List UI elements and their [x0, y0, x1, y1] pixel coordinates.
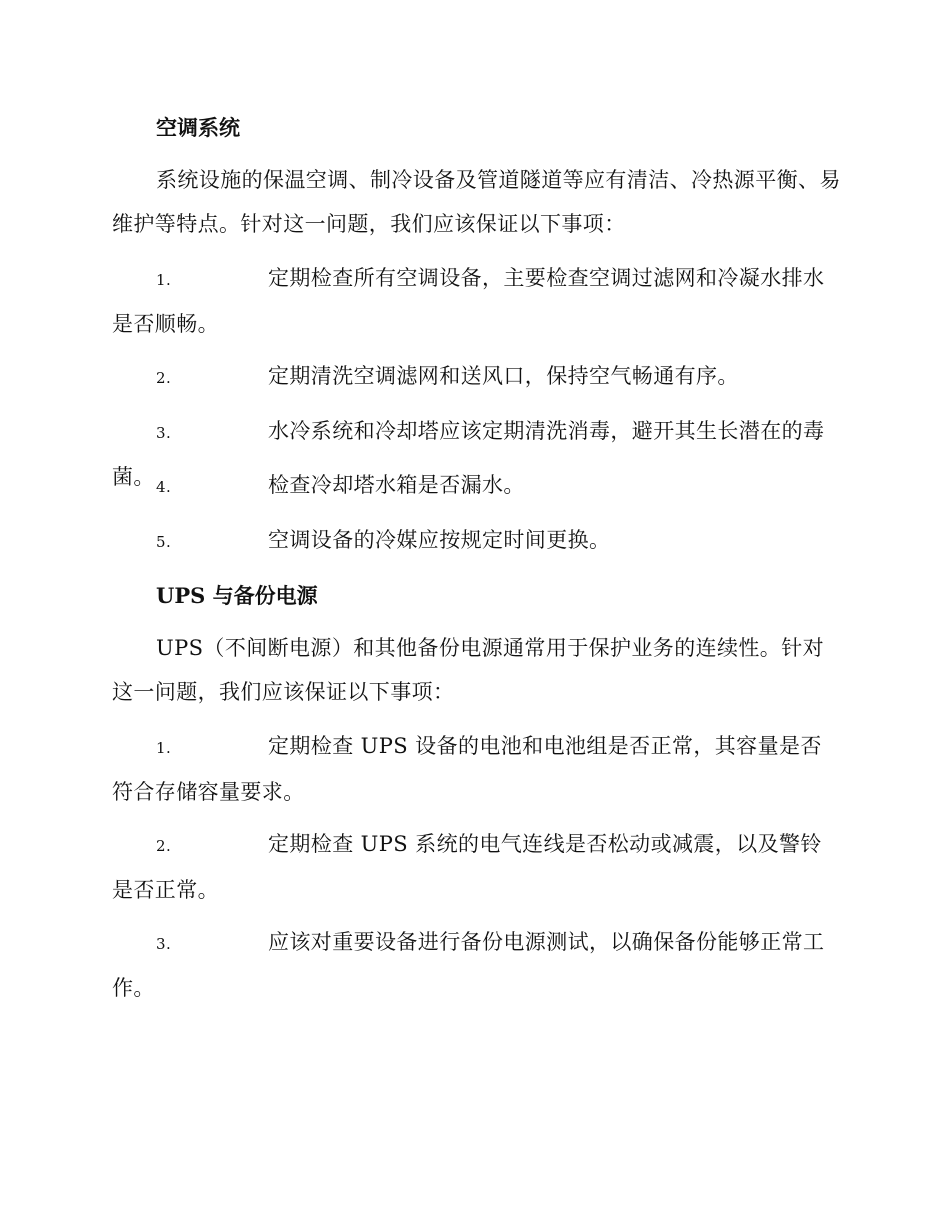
list-item-number: 3. [156, 424, 172, 442]
list-item [112, 256, 842, 346]
list-item-number: 1. [156, 271, 172, 289]
list-item [112, 518, 842, 564]
list-item-text: 定期检查 UPS 设备的电池和电池组是否正常，其容量是否符合存储容量要求。 [112, 734, 822, 804]
list-item-number: 4. [156, 478, 172, 496]
list-item-text: 定期检查所有空调设备，主要检查空调过滤网和冷凝水排水是否顺畅。 [112, 266, 825, 336]
list-item-number: 2. [156, 369, 172, 387]
list-item-text: 定期清洗空调滤网和送风口，保持空气畅通有序。 [268, 364, 739, 388]
list-item-number: 1. [156, 739, 172, 757]
list-item [112, 724, 842, 814]
list-item-text: 应该对重要设备进行备份电源测试，以确保备份能够正常工作。 [112, 930, 825, 1000]
list-item [112, 463, 842, 509]
list-item-text: 检查冷却塔水箱是否漏水。 [268, 473, 525, 497]
section-intro-ups: UPS（不间断电源）和其他备份电源通常用于保护业务的连续性。针对这一问题，我们应该保证以下事项： [112, 636, 825, 704]
section-heading-air-conditioning: 空调系统 [156, 115, 240, 140]
section-heading-ups: UPS 与备份电源 [156, 583, 318, 608]
list-item-number: 5. [156, 533, 172, 551]
list-item-number: 3. [156, 935, 172, 953]
section-intro-air-conditioning: 系统设施的保温空调、制冷设备及管道隧道等应有清洁、冷热源平衡、易维护等特点。针对这一问题，我们应该保证以下事项： [112, 168, 841, 236]
list-item-text: 水冷系统和冷却塔应该定期清洗消毒，避开其生长潜在的毒菌。 [112, 419, 825, 489]
list-item-text: 空调设备的冷媒应按规定时间更换。 [268, 528, 611, 552]
list-item [112, 822, 842, 912]
list-item [112, 920, 842, 1010]
list-item-number: 2. [156, 837, 172, 855]
list-item-text: 定期检查 UPS 系统的电气连线是否松动或减震，以及警铃是否正常。 [112, 832, 822, 902]
list-item [112, 354, 842, 400]
